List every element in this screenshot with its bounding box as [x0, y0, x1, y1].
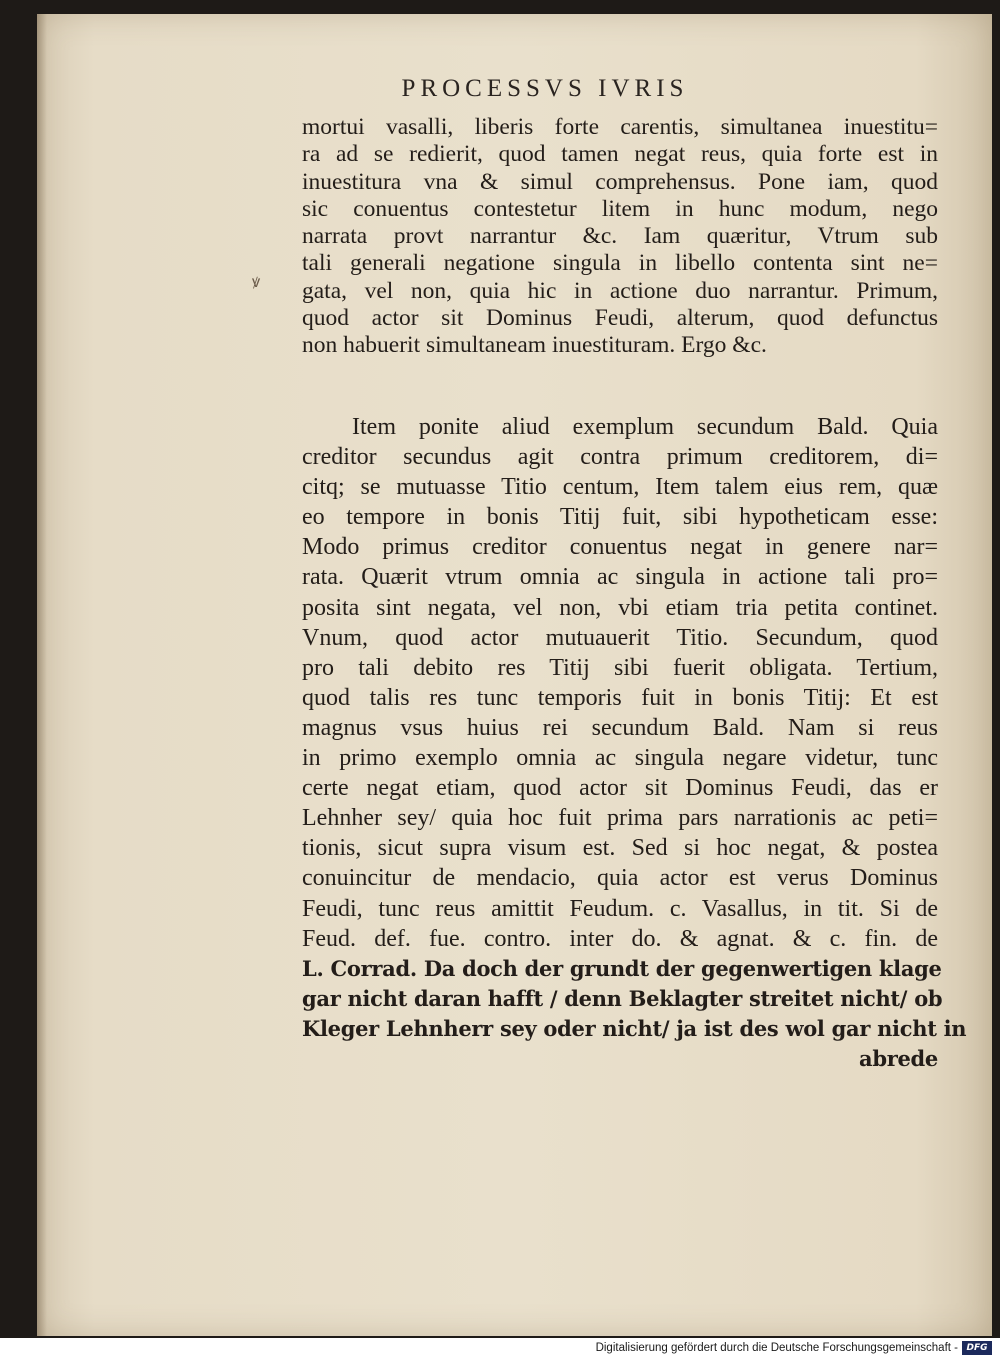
text-line-blackletter: gar nicht daran hafft / denn Beklagter streitet nicht/ ob	[302, 985, 943, 1011]
text-line: certe negat etiam, quod actor sit Dominus Feudi, das er	[302, 775, 938, 802]
catchword: abrede	[859, 1045, 938, 1071]
page-fold-shadow	[37, 14, 47, 1336]
text-line: Modo primus creditor conuentus negat in genere nar=	[302, 534, 938, 561]
dfg-logo: DFG	[962, 1341, 992, 1355]
text-line: sic conuentus contestetur litem in hunc modum, nego	[302, 195, 938, 222]
text-line: posita sint negata, vel non, vbi etiam tria petita continet.	[302, 594, 938, 621]
margin-mark: ꝟ	[252, 272, 261, 291]
text-line: Feud. def. fue. contro. inter do. & agnat. & c. fin. de	[302, 925, 938, 952]
text-line: ra ad se redierit, quod tamen negat reus, quia forte est in	[302, 141, 938, 168]
text-line: magnus vsus huius rei secundum Bald. Nam si reus	[302, 714, 938, 741]
text-line: tali generali negatione singula in libello contenta sint ne=	[302, 250, 938, 277]
text-line: Lehnher sey/ quia hoc fuit prima pars narrationis ac peti=	[302, 805, 938, 832]
running-head: PROCESSVS IVRIS	[401, 75, 689, 102]
paragraph-1	[302, 114, 938, 360]
text-line: mortui vasalli, liberis forte carentis, simultanea inuestitu=	[302, 114, 938, 140]
text-line: narrata provt narrantur &c. Iam quæritur, Vtrum sub	[302, 223, 938, 250]
text-line: pro tali debito res Titij sibi fuerit obligata. Tertium,	[302, 654, 938, 681]
text-line: tionis, sicut supra visum est. Sed si hoc negat, & postea	[302, 835, 938, 862]
text-line: rata. Quærit vtrum omnia ac singula in actione tali pro=	[302, 564, 938, 591]
text-line: in primo exemplo omnia ac singula negare videtur, tunc	[302, 745, 938, 772]
text-line: non habuerit simultaneam inuestituram. Ergo &c.	[302, 332, 767, 359]
digitization-footer	[0, 1339, 1000, 1361]
text-line: Item ponite aliud exemplum secundum Bald. Quia	[352, 414, 938, 440]
text-line: inuestitura vna & simul comprehensus. Pone iam, quod	[302, 168, 938, 195]
text-line: gata, vel non, quia hic in actione duo narrantur. Primum,	[302, 277, 938, 304]
text-line: conuincitur de mendacio, quia actor est verus Dominus	[302, 865, 938, 892]
text-line: creditor secundus agit contra primum creditorem, di=	[302, 444, 938, 471]
footer-credit-text: Digitalisierung gefördert durch die Deutsche Forschungsgemeinschaft -	[595, 1342, 958, 1354]
text-line: quod actor sit Dominus Feudi, alterum, quod defunctus	[302, 305, 938, 332]
paragraph-2	[302, 412, 967, 1074]
text-line: Vnum, quod actor mutuauerit Titio. Secundum, quod	[302, 624, 938, 651]
text-line: quod talis res tunc temporis fuit in bonis Titij: Et est	[302, 684, 938, 711]
text-line: citq; se mutuasse Titio centum, Item talem eius rem, quæ	[302, 474, 938, 501]
text-line-blackletter: L. Corrad. Da doch der grundt der gegenwertigen klage	[302, 955, 942, 981]
text-line-blackletter: Kleger Lehnherr sey oder nicht/ ja ist des wol gar nicht in	[302, 1015, 967, 1041]
text-line: Feudi, tunc reus amittit Feudum. c. Vasallus, in tit. Si de	[302, 895, 938, 922]
text-line: eo tempore in bonis Titij fuit, sibi hypotheticam esse:	[302, 504, 938, 531]
